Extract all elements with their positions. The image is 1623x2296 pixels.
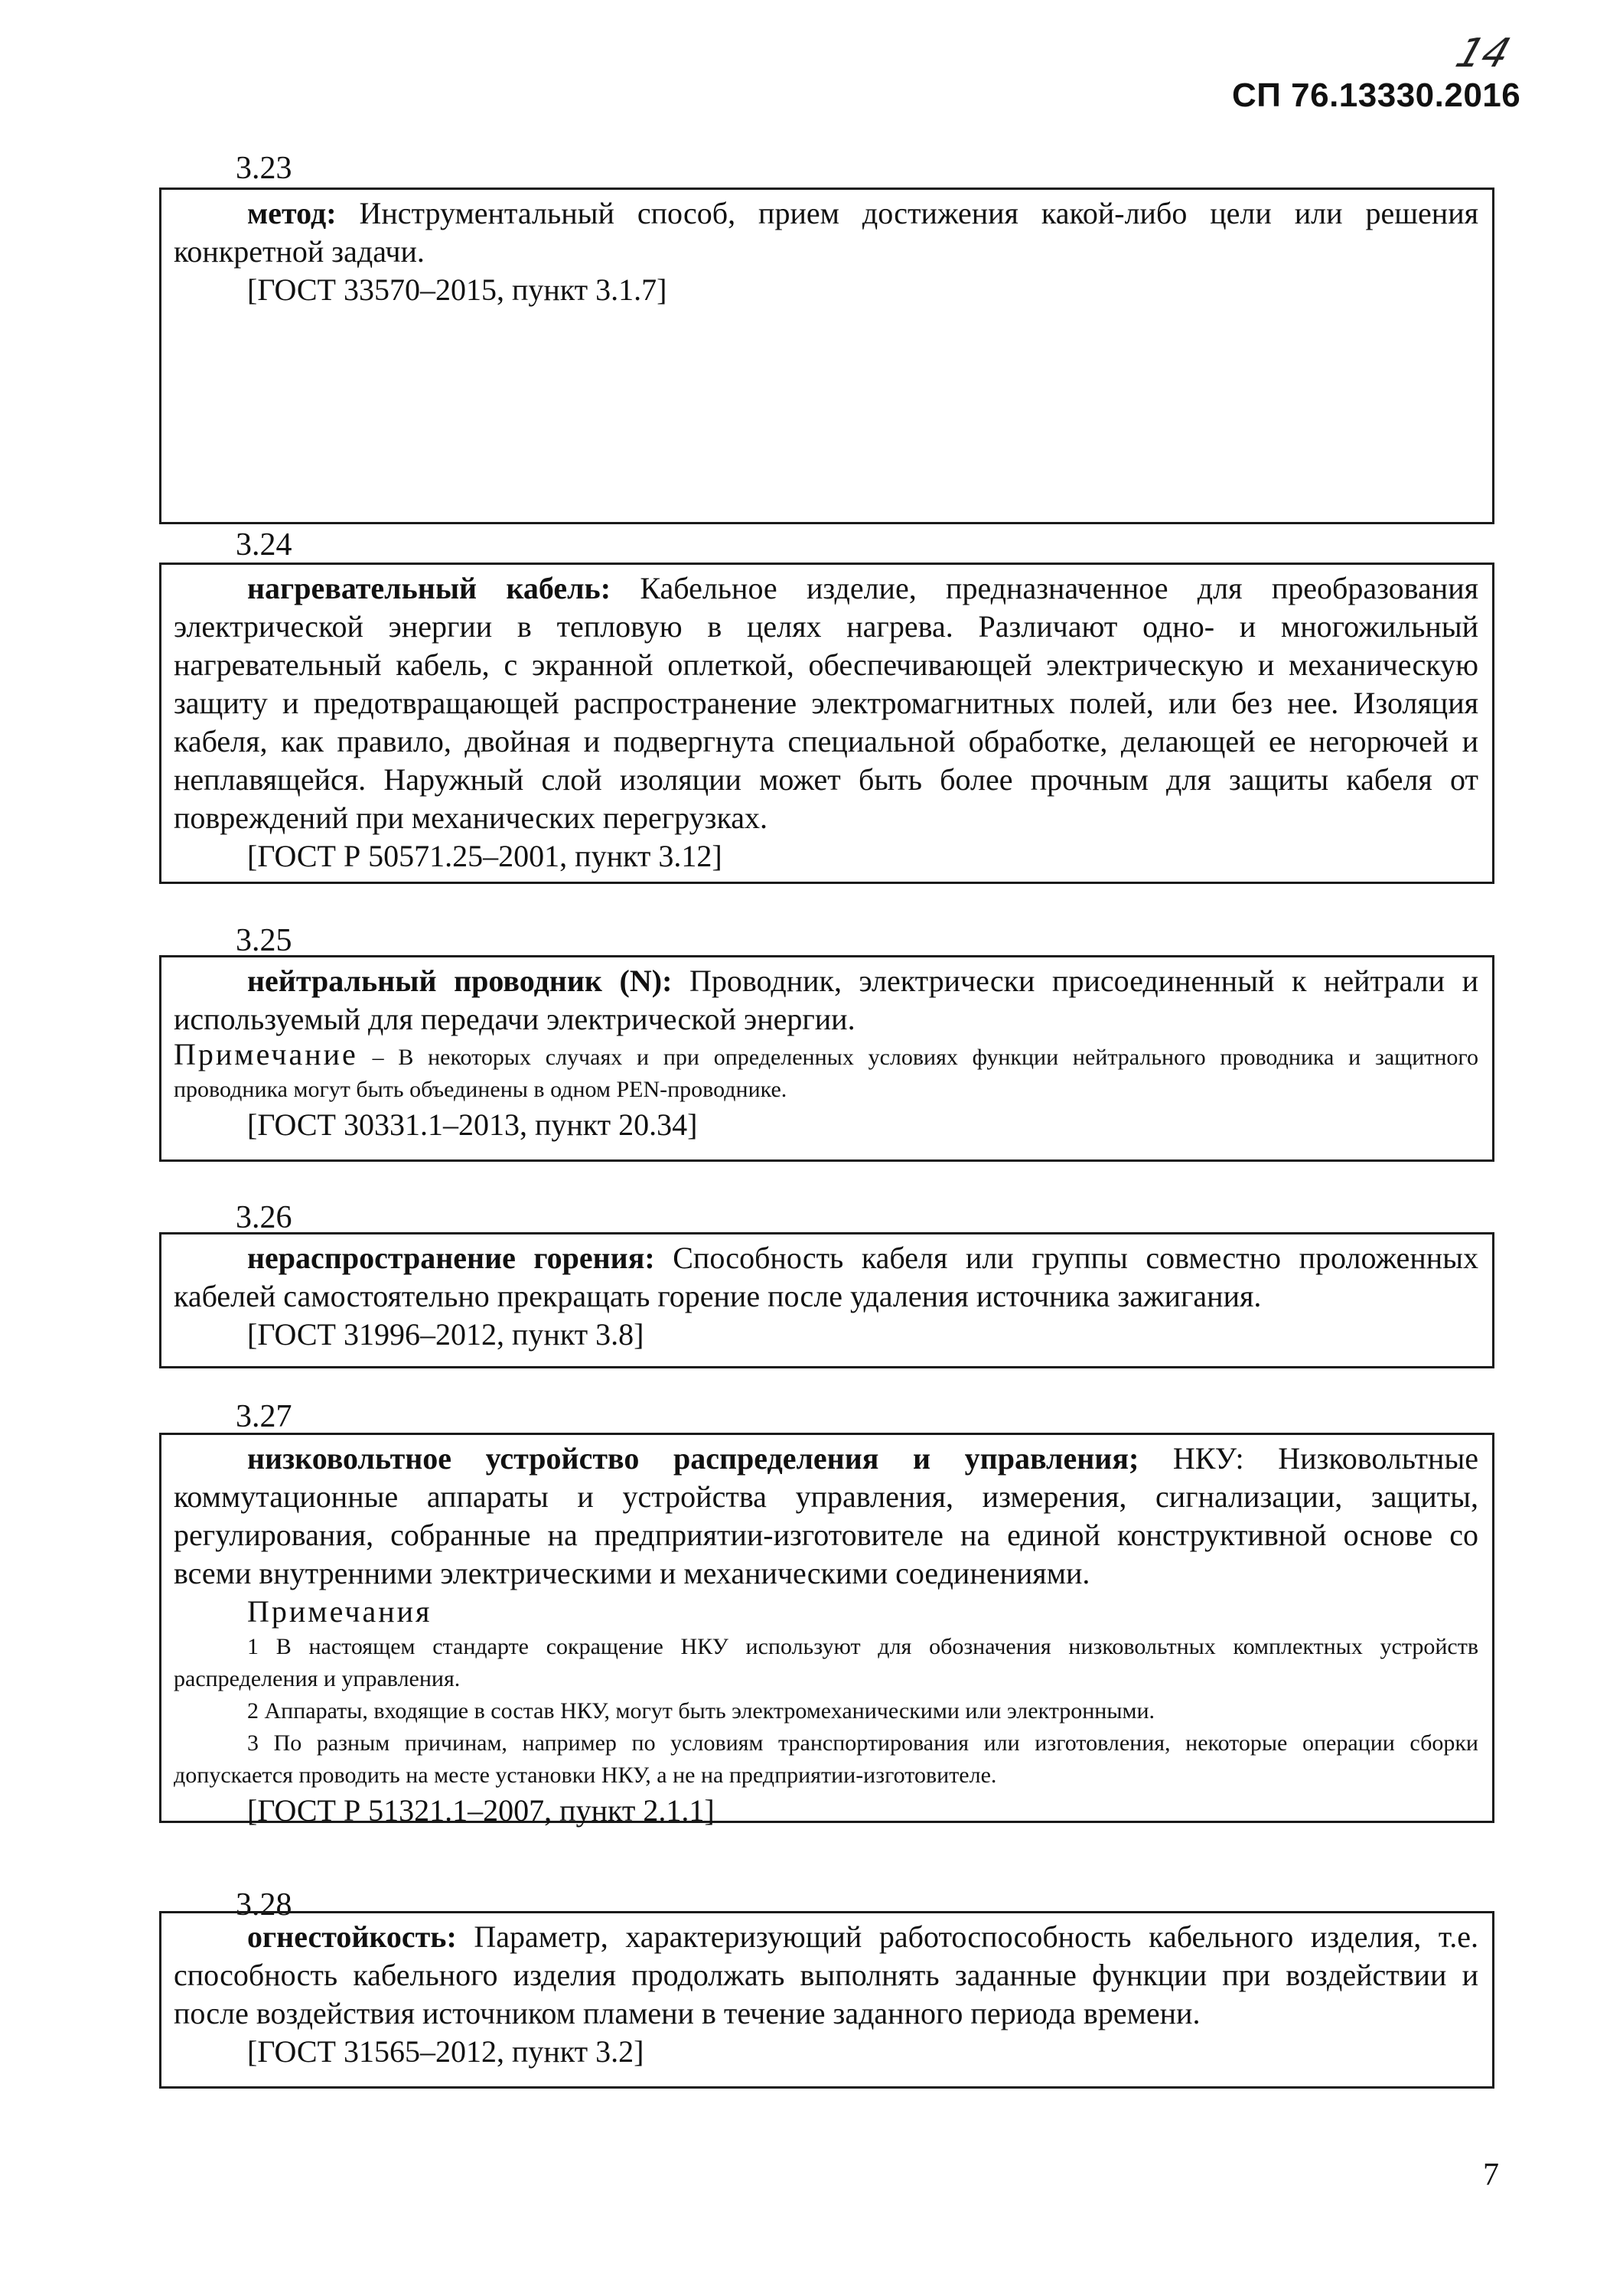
term-reference: [ГОСТ Р 51321.1–2007, пункт 2.1.1] <box>247 1793 715 1828</box>
term-number: 3.25 <box>236 923 292 958</box>
handwritten-sheet-number: 14 <box>1450 31 1516 77</box>
term-entry-box <box>159 955 1494 1162</box>
note-item-1: 1 В настоящем стандарте сокращение НКУ используют для обозначения низковольтных комплектных устройств распределения и управления. <box>174 1634 1478 1691</box>
term-title: низковольтное устройство распределения и управления; <box>247 1441 1139 1476</box>
definition-text: Проводник, электрически присоединенный к нейтрали и используемый для передачи электрической энергии. <box>174 964 1478 1036</box>
definition-text: Способность кабеля или группы совместно проложенных кабелей самостоятельно прекращать горение после удаления источника зажигания. <box>174 1241 1479 1313</box>
term-number: 3.26 <box>236 1200 292 1235</box>
note-item-3: 3 По разным причинам, например по условиям транспортирования или изготовления, некоторые операции сборки допускается проводить на месте установки НКУ, а не на предприятии-изготовителе. <box>174 1730 1478 1788</box>
term-title: нагревательный кабель: <box>247 571 611 605</box>
term-reference: [ГОСТ 31565–2012, пункт 3.2] <box>247 2034 644 2069</box>
term-number: 3.28 <box>236 1887 292 1923</box>
term-definition <box>174 194 1478 271</box>
term-entry-box <box>159 188 1494 524</box>
term-number: 3.27 <box>236 1399 292 1434</box>
term-title: нейтральный проводник (N): <box>247 964 673 998</box>
term-number: 3.24 <box>236 527 292 563</box>
note-item-2: 2 Аппараты, входящие в состав НКУ, могут быть электромеханическими или электронными. <box>247 1698 1155 1724</box>
term-number: 3.23 <box>236 151 292 186</box>
term-reference: [ГОСТ 31996–2012, пункт 3.8] <box>247 1317 644 1352</box>
note-text: – В некоторых случаях и при определенных условиях функции нейтрального проводника и защитного проводника могут быть объединены в одном PEN-проводнике. <box>174 1045 1478 1102</box>
definition-text: Инструментальный способ, прием достижения какой-либо цели или решения конкретной задачи. <box>174 196 1478 269</box>
document-code: СП 76.13330.2016 <box>1232 77 1521 114</box>
term-note <box>174 1039 1478 1106</box>
definition-text: Параметр, характеризующий работоспособность кабельного изделия, т.е. способность кабельного изделия продолжать выполнять заданные функции при воздействии и после воздействия источником пламени в течение заданного периода времени. <box>174 1919 1478 2030</box>
term-entry-box <box>159 1911 1494 2089</box>
term-entry-box <box>159 1232 1494 1368</box>
term-definition <box>174 962 1478 1039</box>
term-title: нераспространение горения: <box>247 1241 655 1275</box>
term-reference: [ГОСТ 33570–2015, пункт 3.1.7] <box>247 272 667 307</box>
term-definition <box>174 1440 1478 1593</box>
term-reference: [ГОСТ Р 50571.25–2001, пункт 3.12] <box>247 839 722 873</box>
term-definition <box>174 569 1478 837</box>
term-entry-box <box>159 563 1494 884</box>
page-number: 7 <box>1483 2157 1499 2193</box>
term-entry-box <box>159 1433 1494 1828</box>
term-definition <box>174 1918 1478 2033</box>
note-label: Примечание <box>174 1037 358 1071</box>
notes-label: Примечания <box>247 1594 432 1629</box>
definition-text: НКУ: Низковольтные коммутационные аппараты и устройства управления, измерения, сигнализации, защиты, регулирования, собранные на предприятии-изготовителе на единой конструктивной основе со всеми внутренними электрическими и механическими соединениями. <box>174 1441 1478 1590</box>
term-definition <box>174 1239 1478 1316</box>
definition-text: Кабельное изделие, предназначенное для преобразования электрической энергии в тепловую в целях нагрева. Различают одно- и многожильный нагревательный кабель, с экранной оплеткой, обеспечивающей электрическую и механическую защиту и предотвращающей распространение электромагнитных полей, или без нее. Изоляция кабеля, как правило, двойная и подвергнута специальной обработке, делающей ее негорючей и неплавящейся. Наружный слой изоляции может быть более прочным для защиты кабеля от повреждений при механических перегрузках. <box>174 571 1478 835</box>
term-title: огнестойкость: <box>247 1919 457 1954</box>
term-title: метод: <box>247 196 337 230</box>
term-reference: [ГОСТ 30331.1–2013, пункт 20.34] <box>247 1107 698 1142</box>
